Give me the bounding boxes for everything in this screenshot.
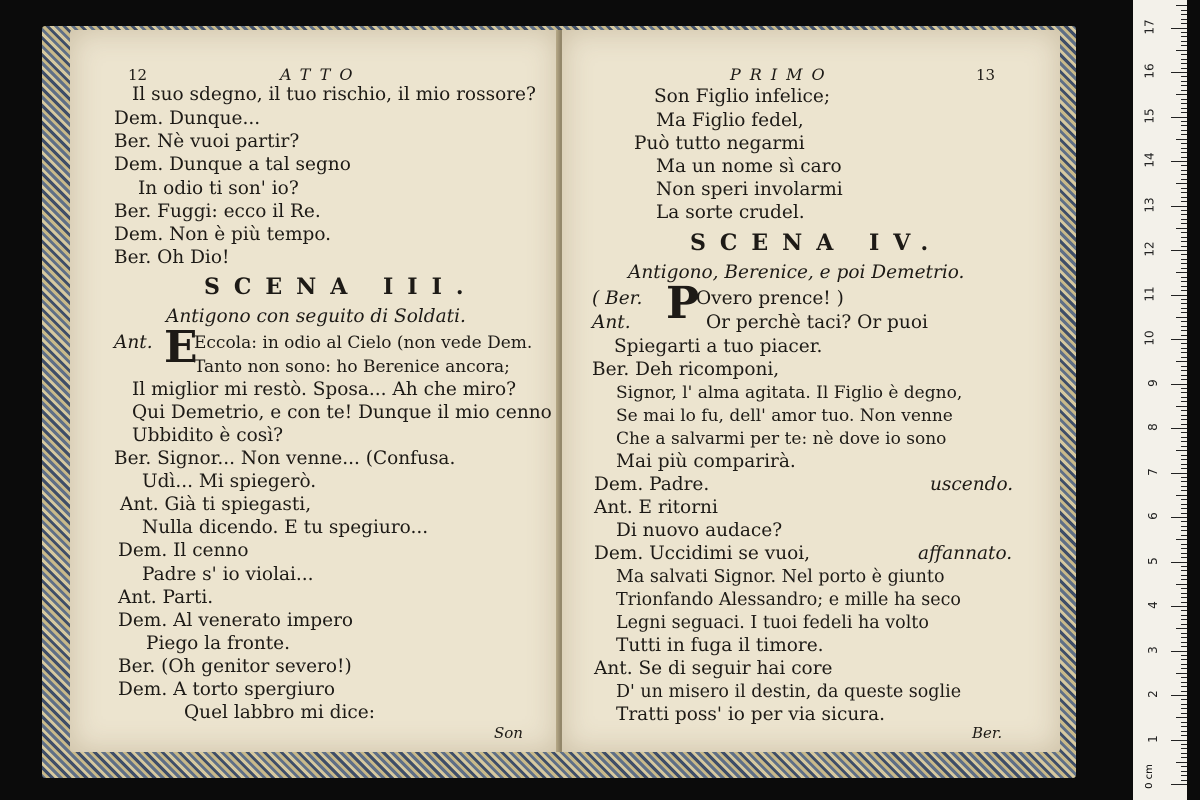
ruler-tick xyxy=(1181,303,1187,304)
dialogue-line: Dem. Padre. xyxy=(594,474,710,495)
ruler-tick xyxy=(1181,170,1187,171)
ruler-tick xyxy=(1181,446,1187,447)
dialogue-line: Qui Demetrio, e con te! Dunque il mio cenno xyxy=(132,402,552,423)
dialogue-line: Ber. Signor... Non venne... (Confusa. xyxy=(114,448,456,469)
ruler-tick xyxy=(1181,157,1187,158)
running-head-right: PRIMO xyxy=(730,65,834,84)
ruler-tick xyxy=(1181,570,1187,571)
ruler-tick xyxy=(1176,317,1187,318)
ruler-tick xyxy=(1181,290,1187,291)
ruler-tick xyxy=(1181,615,1187,616)
ruler-number: 0 cm xyxy=(1143,764,1155,789)
ruler-number: 14 xyxy=(1142,152,1157,168)
ruler-number: 3 xyxy=(1146,645,1161,654)
ruler-tick xyxy=(1181,766,1187,767)
ruler-tick xyxy=(1181,201,1187,202)
ruler-tick xyxy=(1181,19,1187,20)
ruler-tick xyxy=(1181,388,1187,389)
ruler-tick xyxy=(1181,535,1187,536)
ruler-tick xyxy=(1181,268,1187,269)
ruler-tick xyxy=(1171,339,1187,340)
measuring-ruler xyxy=(1133,0,1187,800)
ruler-tick xyxy=(1181,504,1187,505)
dialogue-line: Nulla dicendo. E tu spegiuro... xyxy=(142,517,429,538)
ruler-tick xyxy=(1181,521,1187,522)
ruler-tick xyxy=(1181,713,1187,714)
ruler-tick xyxy=(1181,633,1187,634)
dialogue-line: Tanto non sono: ho Berenice ancora; xyxy=(194,357,510,377)
ruler-tick xyxy=(1181,348,1187,349)
dialogue-line: Tratti poss' io per via sicura. xyxy=(616,704,885,725)
ruler-tick xyxy=(1181,748,1187,749)
verse-line: Non speri involarmi xyxy=(656,179,843,200)
ruler-tick xyxy=(1181,397,1187,398)
ruler-tick xyxy=(1181,735,1187,736)
ruler-tick xyxy=(1181,468,1187,469)
ruler-tick xyxy=(1181,10,1187,11)
ruler-tick xyxy=(1181,174,1187,175)
ruler-tick xyxy=(1181,664,1187,665)
ruler-tick xyxy=(1181,68,1187,69)
ruler-tick xyxy=(1181,726,1187,727)
ruler-tick xyxy=(1181,659,1187,660)
dialogue-line: Or perchè taci? Or puoi xyxy=(706,312,928,333)
ruler-tick xyxy=(1181,103,1187,104)
ruler-tick xyxy=(1181,54,1187,55)
dialogue-line: Ubbidito è così? xyxy=(132,425,284,446)
dialogue-line: Ant. Se di seguir hai core xyxy=(594,658,833,679)
ruler-tick xyxy=(1181,192,1187,193)
ruler-tick xyxy=(1181,379,1187,380)
ruler-tick xyxy=(1171,606,1187,607)
ruler-tick xyxy=(1181,330,1187,331)
verse-line: Può tutto negarmi xyxy=(634,133,805,154)
ruler-tick xyxy=(1181,281,1187,282)
ruler-number: 10 xyxy=(1142,330,1157,346)
ruler-tick xyxy=(1181,14,1187,15)
ruler-tick xyxy=(1181,148,1187,149)
stage-note: uscendo. xyxy=(930,474,1014,495)
ruler-number: 7 xyxy=(1146,467,1161,476)
dialogue-line: Tutti in fuga il timore. xyxy=(616,635,824,656)
dialogue-line: Ant. E ritorni xyxy=(594,497,718,518)
ruler-tick xyxy=(1176,183,1187,184)
ruler-tick xyxy=(1181,366,1187,367)
dialogue-line: Udì... Mi spiegerò. xyxy=(142,471,317,492)
ruler-tick xyxy=(1171,784,1187,785)
stage-direction: Antigono con seguito di Soldati. xyxy=(166,306,466,327)
dialogue-line: D' un misero il destin, da queste soglie xyxy=(616,682,962,702)
ruler-tick xyxy=(1181,655,1187,656)
ruler-number: 13 xyxy=(1142,196,1157,213)
ruler-tick xyxy=(1181,602,1187,603)
ruler-tick xyxy=(1181,691,1187,692)
ruler-tick xyxy=(1171,651,1187,652)
stage-note: affannato. xyxy=(918,543,1013,564)
ruler-tick xyxy=(1181,459,1187,460)
ruler-tick xyxy=(1181,780,1187,781)
ruler-tick xyxy=(1181,134,1187,135)
ruler-tick xyxy=(1181,223,1187,224)
ruler-tick xyxy=(1176,673,1187,674)
dialogue-line: Ant. Già ti spiegasti, xyxy=(120,494,312,515)
ruler-tick xyxy=(1181,41,1187,42)
ruler-tick xyxy=(1181,637,1187,638)
ruler-number: 11 xyxy=(1142,285,1157,302)
ruler-tick xyxy=(1181,499,1187,500)
ruler-tick xyxy=(1181,455,1187,456)
scene-heading: SCENA IV. xyxy=(690,230,943,256)
ruler-tick xyxy=(1171,117,1187,118)
dialogue-line: Se mai lo fu, dell' amor tuo. Non venne xyxy=(616,406,953,426)
ruler-tick xyxy=(1181,624,1187,625)
ruler-tick xyxy=(1171,473,1187,474)
ruler-tick xyxy=(1181,481,1187,482)
dialogue-line: Ant. Parti. xyxy=(118,587,214,608)
verse-line: Dem. Dunque a tal segno xyxy=(114,154,351,175)
ruler-tick xyxy=(1176,584,1187,585)
catchword-right: Ber. xyxy=(972,724,1003,742)
ruler-tick xyxy=(1181,464,1187,465)
ruler-tick xyxy=(1171,28,1187,29)
ruler-tick xyxy=(1181,152,1187,153)
ruler-tick xyxy=(1171,740,1187,741)
ruler-tick xyxy=(1181,593,1187,594)
ruler-tick xyxy=(1181,32,1187,33)
ruler-tick xyxy=(1181,722,1187,723)
ruler-tick xyxy=(1171,72,1187,73)
dialogue-line: Signor, l' alma agitata. Il Figlio è degno, xyxy=(616,383,963,403)
ruler-tick xyxy=(1181,588,1187,589)
ruler-tick xyxy=(1181,241,1187,242)
dialogue-line: Ber. Deh ricomponi, xyxy=(592,359,780,380)
ruler-tick xyxy=(1181,45,1187,46)
ruler-tick xyxy=(1181,188,1187,189)
ruler-number: 8 xyxy=(1146,423,1161,431)
ruler-tick xyxy=(1176,762,1187,763)
ruler-tick xyxy=(1181,130,1187,131)
dialogue-line: Di nuovo audace? xyxy=(616,520,783,541)
ruler-tick xyxy=(1181,81,1187,82)
ruler-number: 1 xyxy=(1146,734,1161,743)
ruler-tick xyxy=(1181,277,1187,278)
dialogue-line: Legni seguaci. I tuoi fedeli ha volto xyxy=(616,613,929,633)
ruler-tick xyxy=(1181,352,1187,353)
ruler-tick xyxy=(1181,646,1187,647)
ruler-tick xyxy=(1181,597,1187,598)
ruler-tick xyxy=(1171,562,1187,563)
ruler-tick xyxy=(1181,143,1187,144)
ruler-tick xyxy=(1181,579,1187,580)
running-head-left: ATTO xyxy=(280,65,362,84)
dialogue-line: Padre s' io violai... xyxy=(142,564,314,585)
dialogue-line: Dem. Uccidimi se vuoi, xyxy=(594,543,811,564)
ruler-tick xyxy=(1181,76,1187,77)
dialogue-line: Mai più comparirà. xyxy=(616,451,796,472)
ruler-tick xyxy=(1181,682,1187,683)
verse-line: Ma un nome sì caro xyxy=(656,156,842,177)
ruler-tick xyxy=(1181,246,1187,247)
ruler-tick xyxy=(1181,553,1187,554)
ruler-tick xyxy=(1181,753,1187,754)
ruler-tick xyxy=(1181,312,1187,313)
ruler-tick xyxy=(1181,415,1187,416)
ruler-tick xyxy=(1176,94,1187,95)
ruler-tick xyxy=(1181,165,1187,166)
ruler-tick xyxy=(1171,161,1187,162)
ruler-tick xyxy=(1181,286,1187,287)
ruler-tick xyxy=(1181,392,1187,393)
ruler-tick xyxy=(1181,699,1187,700)
ruler-tick xyxy=(1181,210,1187,211)
ruler-tick xyxy=(1181,530,1187,531)
verse-line: Ma Figlio fedel, xyxy=(656,110,804,131)
ruler-tick xyxy=(1176,406,1187,407)
ruler-tick xyxy=(1181,619,1187,620)
ruler-tick xyxy=(1181,299,1187,300)
verse-line: Ber. Oh Dio! xyxy=(114,247,230,268)
ruler-number: 12 xyxy=(1142,241,1157,257)
ruler-tick xyxy=(1181,99,1187,100)
ruler-number: 6 xyxy=(1146,512,1161,520)
dialogue-line: Overo prence! ) xyxy=(696,288,844,309)
ruler-tick xyxy=(1181,566,1187,567)
verse-line: In odio ti son' io? xyxy=(138,178,299,199)
ruler-tick xyxy=(1181,441,1187,442)
ruler-tick xyxy=(1176,228,1187,229)
ruler-tick xyxy=(1181,237,1187,238)
ruler-tick xyxy=(1176,5,1187,6)
ruler-tick xyxy=(1176,717,1187,718)
verse-line: Ber. Nè vuoi partir? xyxy=(114,131,300,152)
ruler-tick xyxy=(1181,343,1187,344)
ruler-tick xyxy=(1181,308,1187,309)
ruler-tick xyxy=(1181,254,1187,255)
ruler-tick xyxy=(1181,668,1187,669)
ruler-tick xyxy=(1176,139,1187,140)
ruler-tick xyxy=(1176,450,1187,451)
verse-line: Il suo sdegno, il tuo rischio, il mio rossore? xyxy=(132,84,536,105)
ruler-tick xyxy=(1181,108,1187,109)
ruler-tick xyxy=(1181,197,1187,198)
ruler-tick xyxy=(1176,495,1187,496)
ruler-number: 2 xyxy=(1146,690,1161,698)
ruler-tick xyxy=(1181,437,1187,438)
ruler-tick xyxy=(1181,544,1187,545)
ruler-tick xyxy=(1181,112,1187,113)
ruler-number: 17 xyxy=(1142,18,1157,35)
ruler-tick xyxy=(1181,375,1187,376)
ruler-tick xyxy=(1171,428,1187,429)
ruler-tick xyxy=(1171,206,1187,207)
speaker-label: Ant. xyxy=(592,312,631,333)
speaker-label: ( Ber. xyxy=(592,288,643,309)
ruler-tick xyxy=(1181,677,1187,678)
ruler-number: 4 xyxy=(1146,601,1161,609)
ruler-tick xyxy=(1181,59,1187,60)
ruler-tick xyxy=(1181,370,1187,371)
ruler-tick xyxy=(1176,539,1187,540)
ruler-tick xyxy=(1181,263,1187,264)
ruler-tick xyxy=(1181,731,1187,732)
ruler-tick xyxy=(1181,557,1187,558)
ruler-tick xyxy=(1181,775,1187,776)
dialogue-line: Dem. Al venerato impero xyxy=(118,610,354,631)
ruler-tick xyxy=(1181,708,1187,709)
left-page xyxy=(70,30,558,752)
ruler-tick xyxy=(1181,63,1187,64)
ruler-tick xyxy=(1181,548,1187,549)
ruler-tick xyxy=(1181,610,1187,611)
page-number-right: 13 xyxy=(976,66,996,84)
dialogue-line: Trionfando Alessandro; e mille ha seco xyxy=(616,590,961,610)
ruler-tick xyxy=(1181,326,1187,327)
ruler-tick xyxy=(1181,321,1187,322)
ruler-tick xyxy=(1181,477,1187,478)
ruler-tick xyxy=(1181,23,1187,24)
ruler-tick xyxy=(1181,432,1187,433)
page-number-left: 12 xyxy=(128,66,148,84)
ruler-tick xyxy=(1176,272,1187,273)
ruler-number: 16 xyxy=(1142,63,1157,79)
verse-line: Dem. Dunque... xyxy=(114,108,261,129)
speaker-label: Ant. xyxy=(114,332,153,353)
ruler-tick xyxy=(1181,219,1187,220)
catchword-left: Son xyxy=(494,724,523,742)
ruler-tick xyxy=(1181,526,1187,527)
ruler-tick xyxy=(1171,384,1187,385)
ruler-tick xyxy=(1181,232,1187,233)
verse-line: Son Figlio infelice; xyxy=(654,86,831,107)
verse-line: Dem. Non è più tempo. xyxy=(114,224,332,245)
ruler-number: 15 xyxy=(1142,107,1157,124)
ruler-tick xyxy=(1171,517,1187,518)
dialogue-line: Che a salvarmi per te: nè dove io sono xyxy=(616,429,947,449)
ruler-tick xyxy=(1181,335,1187,336)
ruler-tick xyxy=(1176,361,1187,362)
ruler-tick xyxy=(1181,686,1187,687)
dialogue-line: Quel labbro mi dice: xyxy=(184,702,375,723)
dialogue-line: Il miglior mi restò. Sposa... Ah che miro? xyxy=(132,379,517,400)
ruler-tick xyxy=(1176,628,1187,629)
ruler-tick xyxy=(1181,85,1187,86)
drop-cap: P xyxy=(666,278,700,329)
drop-cap: E xyxy=(164,322,198,373)
ruler-number: 5 xyxy=(1146,556,1161,565)
ruler-tick xyxy=(1181,214,1187,215)
ruler-tick xyxy=(1181,490,1187,491)
ruler-tick xyxy=(1171,695,1187,696)
ruler-tick xyxy=(1176,50,1187,51)
dialogue-line: Piego la fronte. xyxy=(146,633,291,654)
ruler-tick xyxy=(1181,757,1187,758)
scene-heading: SCENA III. xyxy=(204,274,478,300)
dialogue-line: Ber. (Oh genitor severo!) xyxy=(118,656,352,677)
ruler-tick xyxy=(1181,179,1187,180)
ruler-tick xyxy=(1171,250,1187,251)
ruler-tick xyxy=(1181,259,1187,260)
ruler-tick xyxy=(1181,513,1187,514)
ruler-tick xyxy=(1181,121,1187,122)
dialogue-line: Dem. Il cenno xyxy=(118,540,249,561)
dialogue-line: Ma salvati Signor. Nel porto è giunto xyxy=(616,567,945,587)
verse-line: La sorte crudel. xyxy=(656,202,805,223)
ruler-tick xyxy=(1181,744,1187,745)
dialogue-line: Dem. A torto spergiuro xyxy=(118,679,335,700)
ruler-tick xyxy=(1181,90,1187,91)
ruler-tick xyxy=(1181,357,1187,358)
ruler-tick xyxy=(1181,424,1187,425)
stage-direction: Antigono, Berenice, e poi Demetrio. xyxy=(628,262,965,283)
right-page xyxy=(562,30,1060,752)
dialogue-line: Eccola: in odio al Cielo (non vede Dem. xyxy=(194,333,533,353)
ruler-tick xyxy=(1181,575,1187,576)
ruler-tick xyxy=(1171,295,1187,296)
ruler-tick xyxy=(1181,401,1187,402)
ruler-tick xyxy=(1181,125,1187,126)
ruler-tick xyxy=(1181,642,1187,643)
ruler-tick xyxy=(1181,771,1187,772)
ruler-tick xyxy=(1181,508,1187,509)
ruler-tick xyxy=(1181,410,1187,411)
ruler-tick xyxy=(1181,704,1187,705)
ruler-tick xyxy=(1181,36,1187,37)
ruler-tick xyxy=(1181,486,1187,487)
dialogue-line: Spiegarti a tuo piacer. xyxy=(614,336,823,357)
verse-line: Ber. Fuggi: ecco il Re. xyxy=(114,201,321,222)
ruler-number: 9 xyxy=(1146,378,1161,387)
ruler-tick xyxy=(1181,419,1187,420)
